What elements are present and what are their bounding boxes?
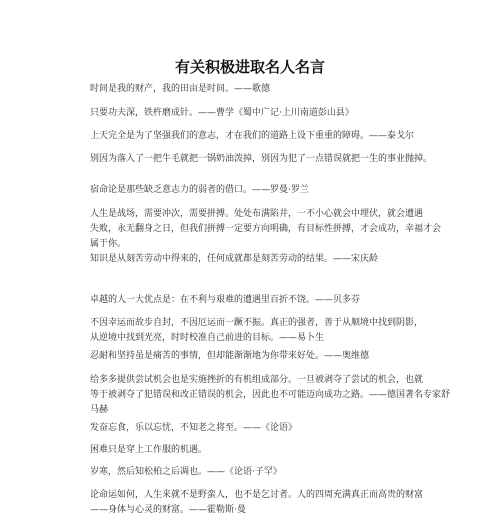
paragraph-line: 时间是我的财产，我的田亩是时间。——歌德	[90, 84, 271, 94]
paragraph-line: 不因幸运而故步自封，不因厄运而一蹶不振。真正的强者，善于从顺境中找到阴影，	[90, 318, 424, 328]
paragraph-line: 失败，永无翻身之日，但我们拼搏一定要方向明确，有目标性拼搏，才会成功，幸福才会	[90, 224, 442, 234]
paragraph-line: 宿命论是那些缺乏意志力的弱者的借口。——罗曼·罗兰	[90, 185, 309, 195]
paragraph-line: 论命运如何，人生来就不是野蛮人，也不是乞讨者。人的四周充满真正而高贵的财富	[90, 490, 424, 500]
paragraph	[90, 465, 430, 480]
paragraph-line: 困难只是穿上工作服的机遇。	[90, 445, 208, 455]
paragraph-line: 发奋忘食，乐以忘忧，不知老之将至。——《论语》	[90, 423, 298, 433]
paragraph-line: 上天完全是为了坚强我们的意志，才在我们的道路上设下重重的障碍。——泰戈尔	[90, 131, 415, 141]
paragraph	[90, 252, 430, 267]
paragraph-line: 卓越的人一大优点是：在不利与艰难的遭遇里百折不饶。——贝多芬	[90, 295, 361, 305]
paragraph-line: ——身体与心灵的财富。——霍勒斯·曼	[90, 505, 246, 515]
paragraph	[90, 373, 451, 418]
paragraph	[90, 152, 433, 167]
paragraph-line: 别因为落入了一把牛毛就把一锅奶油泼掉，别因为犯了一点错误就把一生的事业抛掉。	[90, 154, 433, 164]
document-title: 有关积极进取名人名言	[174, 58, 325, 76]
paragraph-line: 给多多提供尝试机会也是实施挫折的有机组成部分。一旦被剥夺了尝试的机会，也就	[90, 375, 424, 385]
paragraph	[90, 129, 430, 144]
paragraph	[90, 421, 430, 436]
paragraph-line: 人生是战场，需要冲次，需要拼搏。处处布满陷井，一不小心就会中埋伏，就会遭遇	[90, 209, 424, 219]
paragraph-line: 属于你。	[90, 239, 127, 249]
paragraph	[90, 183, 430, 198]
paragraph	[90, 82, 430, 97]
paragraph-line: 只要功夫深，铁杵磨成针。——曹学《蜀中广记·上川南道彭山县》	[90, 108, 354, 118]
paragraph-line: 知识是从刻苦劳动中得来的，任何成就都是刻苦劳动的结果。——宋庆龄	[90, 254, 379, 264]
paragraph-line: 岁寒，然后知松柏之后凋也。——《论语·子罕》	[90, 467, 282, 477]
paragraph-line: 从逆境中找到光亮，时时校准自己前进的目标。——易卜生	[90, 333, 325, 343]
paragraph-line: 马赫	[90, 405, 109, 415]
paragraph-line: 等于被剥夺了犯错误和改正错误的机会，因此也不可能迈向成功之路。——德国著名专家舒	[90, 390, 451, 400]
paragraph	[90, 106, 430, 121]
paragraph-line: 忍耐和坚持虽是痛苦的事情，但却能渐渐地为你带来好处。——奥维德	[90, 351, 370, 361]
paragraph	[90, 488, 430, 518]
paragraph	[90, 293, 430, 308]
paragraph	[90, 349, 430, 364]
paragraph	[90, 207, 442, 252]
paragraph	[90, 316, 430, 346]
paragraph	[90, 443, 430, 458]
